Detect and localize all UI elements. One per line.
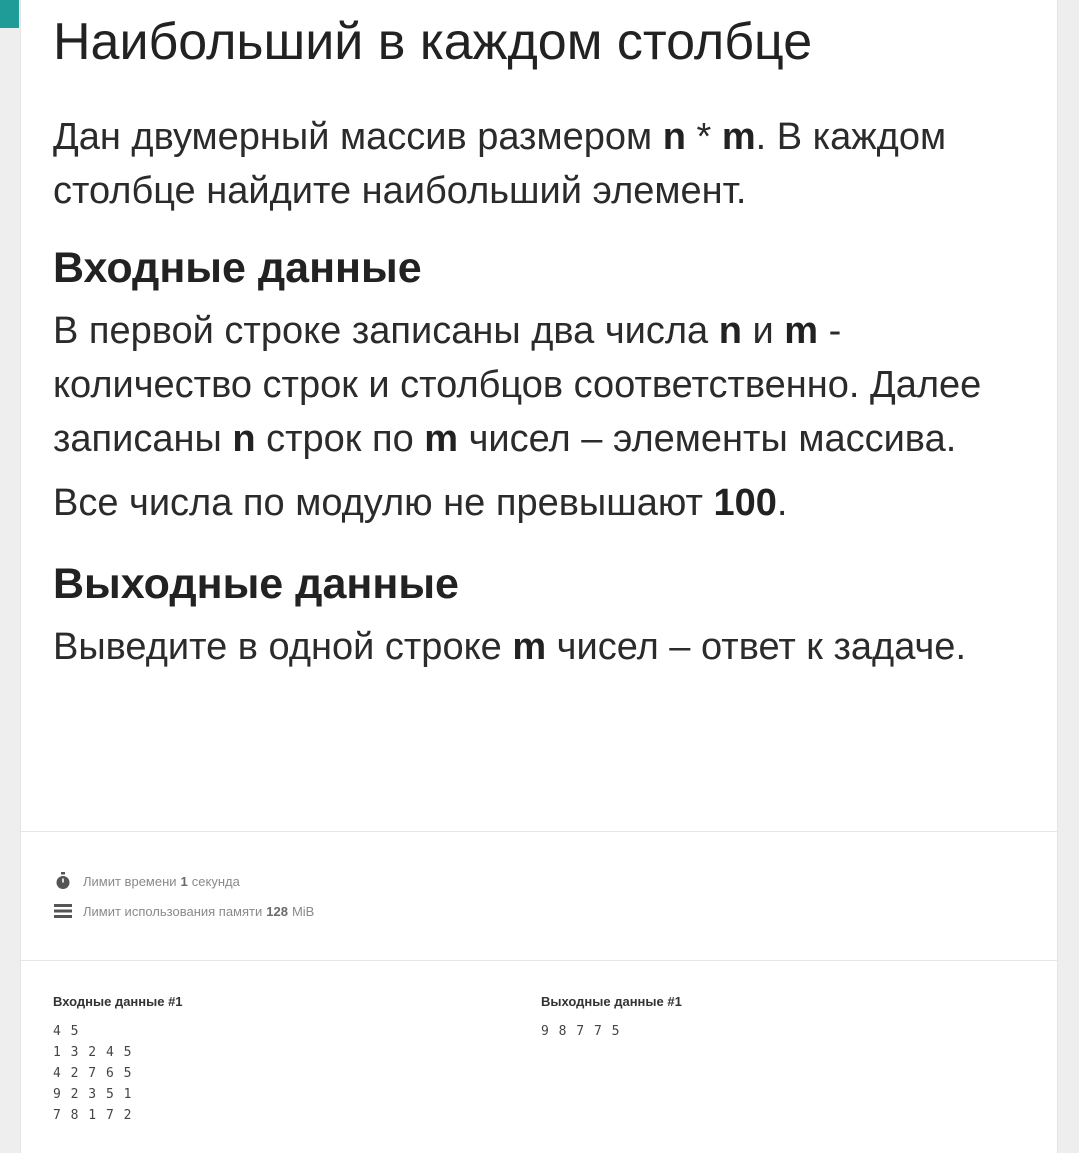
output-description <box>53 620 1027 674</box>
memory-limit-unit: MiB <box>291 903 315 919</box>
text-fragment: . В каждом столбце найдите наибольший элемент. <box>53 116 947 212</box>
var-m: m <box>784 310 819 352</box>
text-fragment: строк по <box>255 418 425 460</box>
accent-tab <box>0 0 19 28</box>
memory-list-icon <box>53 901 73 921</box>
memory-limit-value: 128 <box>266 903 288 919</box>
example-input-line: 1 3 2 4 5 <box>53 1045 133 1060</box>
memory-limit-label: Лимит использования памяти <box>83 903 263 919</box>
example-output-heading: Выходные данные #1 <box>541 994 682 1009</box>
text-fragment: . <box>776 482 788 524</box>
var-m: m <box>424 418 459 460</box>
text-fragment: чисел – ответ к задаче. <box>546 626 966 668</box>
divider <box>21 831 1057 832</box>
time-limit-value: 1 <box>180 873 188 889</box>
example-input <box>53 994 183 1126</box>
example-input-line: 4 2 7 6 5 <box>53 1066 133 1081</box>
problem-title: Наибольший в каждом столбце <box>53 13 813 71</box>
var-n: n <box>662 116 686 158</box>
time-limit-unit: секунда <box>191 873 240 889</box>
var-m: m <box>721 116 756 158</box>
text-fragment: Дан двумерный массив размером <box>53 116 663 158</box>
example-input-line: 9 2 3 5 1 <box>53 1087 133 1102</box>
example-input-line: 4 5 <box>53 1024 80 1039</box>
input-description <box>53 304 1027 466</box>
problem-statement <box>21 0 1057 674</box>
var-m: m <box>512 626 547 668</box>
example-input-line: 7 8 1 7 2 <box>53 1108 133 1123</box>
text-fragment: Все числа по модулю не превышают <box>53 482 714 524</box>
text-fragment: и <box>741 310 785 352</box>
input-heading: Входные данные <box>53 244 422 292</box>
text-fragment: Выведите в одной строке <box>53 626 513 668</box>
text-fragment: * <box>685 116 722 158</box>
text-fragment: В первой строке записаны два числа <box>53 310 719 352</box>
example-input-heading: Входные данные #1 <box>53 994 183 1009</box>
limits-block <box>53 866 314 926</box>
stopwatch-icon <box>53 871 73 891</box>
problem-description <box>53 110 1027 218</box>
var-n: n <box>232 418 256 460</box>
text-fragment: - количество строк и столбцов соответственно. Далее записаны <box>53 310 982 460</box>
value-limit-description <box>53 476 1027 530</box>
var-n: n <box>718 310 742 352</box>
time-limit <box>53 866 314 896</box>
example-output <box>541 994 682 1042</box>
problem-card <box>20 0 1058 1153</box>
text-fragment: чисел – элементы массива. <box>458 418 957 460</box>
time-limit-label: Лимит времени <box>83 873 177 889</box>
memory-limit <box>53 896 314 926</box>
value-limit-number: 100 <box>713 482 777 524</box>
example-output-line: 9 8 7 7 5 <box>541 1024 621 1039</box>
output-heading: Выходные данные <box>53 560 459 608</box>
divider <box>21 960 1057 961</box>
